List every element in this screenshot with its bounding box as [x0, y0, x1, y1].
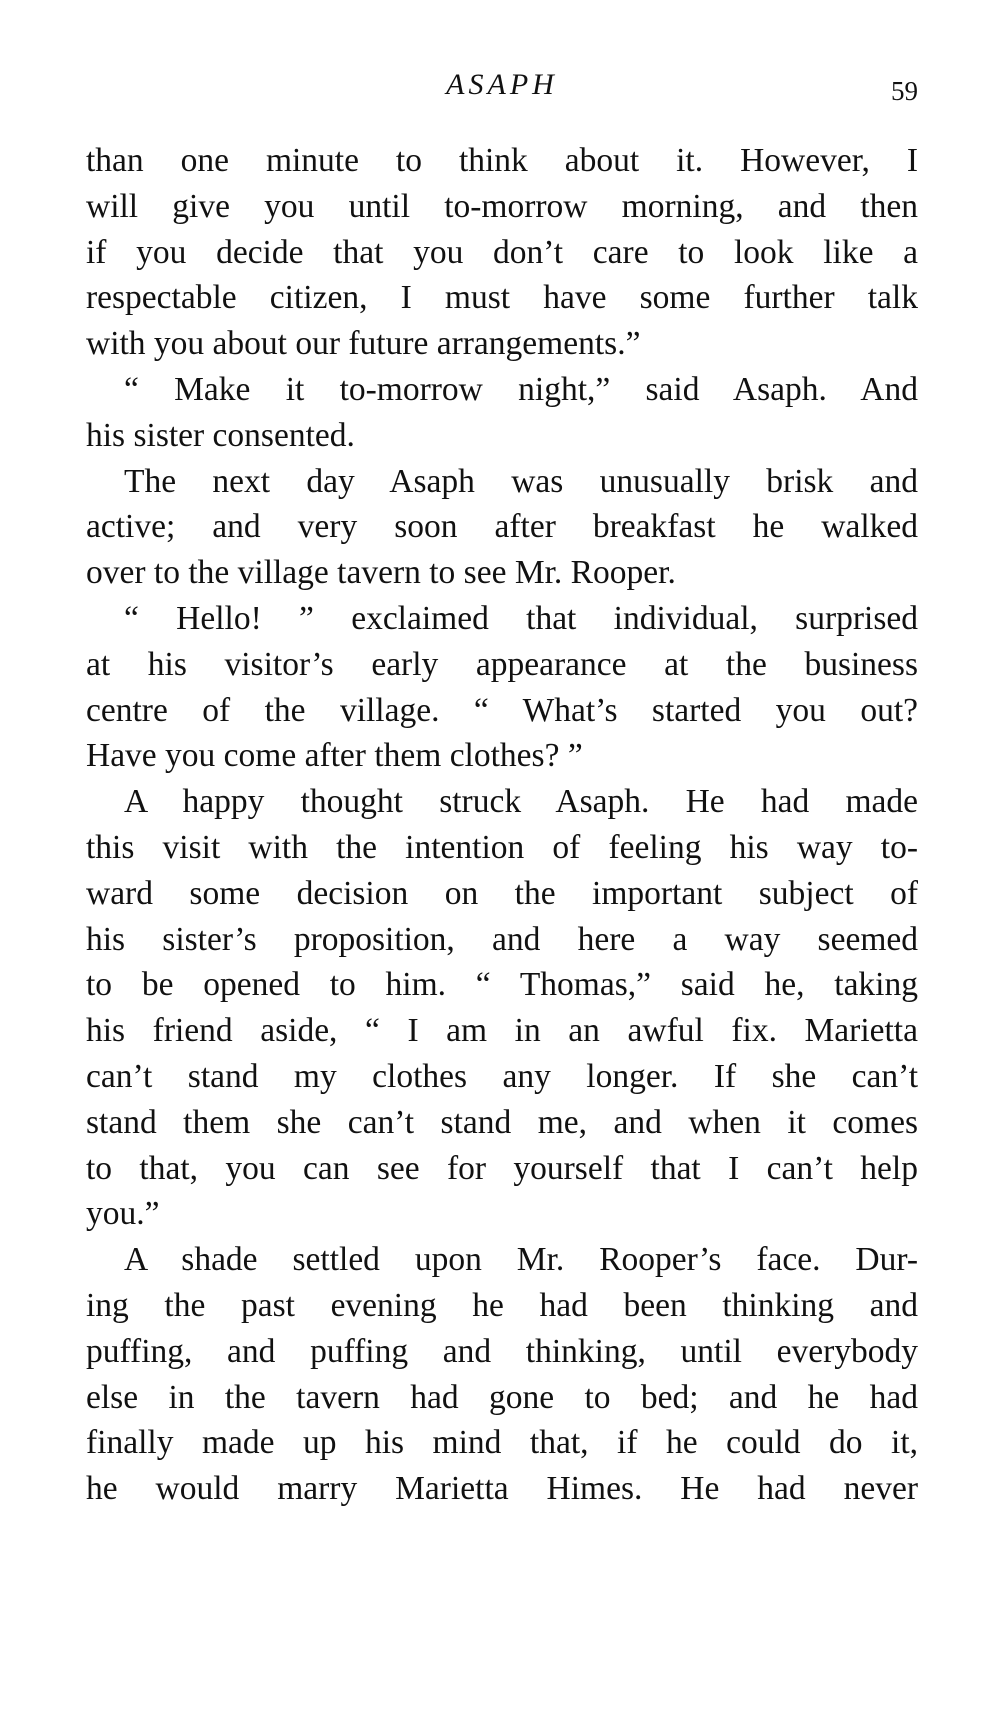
body-text — [86, 138, 918, 1512]
page-header — [86, 68, 918, 112]
text-line: A shade settled upon Mr. Rooper’s face. Dur- — [124, 1241, 918, 1279]
text-line: The next day Asaph was unusually brisk and — [124, 462, 918, 500]
text-line: can’t stand my clothes any longer. If she can’t — [86, 1057, 918, 1095]
text-line: this visit with the intention of feeling his way to- — [86, 828, 918, 866]
text-line: ing the past evening he had been thinking and — [86, 1286, 918, 1324]
text-line: “ Make it to-morrow night,” said Asaph. And — [124, 370, 918, 408]
text-line: centre of the village. “ What’s started you out? — [86, 691, 918, 729]
text-line: his sister’s proposition, and here a way seemed — [86, 920, 918, 958]
text-line: his sister consented. — [86, 416, 355, 454]
text-line: will give you until to-morrow morning, and then — [86, 187, 918, 225]
text-line: to that, you can see for yourself that I can’t help — [86, 1149, 918, 1187]
text-line: finally made up his mind that, if he could do it, — [86, 1424, 918, 1462]
text-line: to be opened to him. “ Thomas,” said he, taking — [86, 966, 918, 1004]
text-line: at his visitor’s early appearance at the business — [86, 645, 918, 683]
text-line: puffing, and puffing and thinking, until everybody — [86, 1332, 918, 1370]
text-line: you.” — [86, 1195, 160, 1233]
text-line: over to the village tavern to see Mr. Rooper. — [86, 554, 676, 592]
text-line: he would marry Marietta Himes. He had never — [86, 1470, 918, 1508]
text-line: respectable citizen, I must have some further talk — [86, 279, 918, 317]
text-line: with you about our future arrangements.” — [86, 325, 641, 363]
page-number: 59 — [891, 76, 918, 106]
text-line: stand them she can’t stand me, and when it comes — [86, 1103, 918, 1141]
text-line: else in the tavern had gone to bed; and he had — [86, 1378, 918, 1416]
text-line: “ Hello! ” exclaimed that individual, surprised — [124, 599, 918, 637]
text-line: his friend aside, “ I am in an awful fix. Marietta — [86, 1012, 918, 1050]
running-title: ASAPH — [446, 68, 558, 101]
text-line: than one minute to think about it. However, I — [86, 142, 918, 179]
text-line: A happy thought struck Asaph. He had made — [124, 783, 918, 821]
text-line: Have you come after them clothes? ” — [86, 737, 583, 775]
text-line: active; and very soon after breakfast he walked — [86, 508, 918, 546]
text-line: ward some decision on the important subject of — [86, 874, 918, 912]
text-line: if you decide that you don’t care to look like a — [86, 233, 918, 271]
